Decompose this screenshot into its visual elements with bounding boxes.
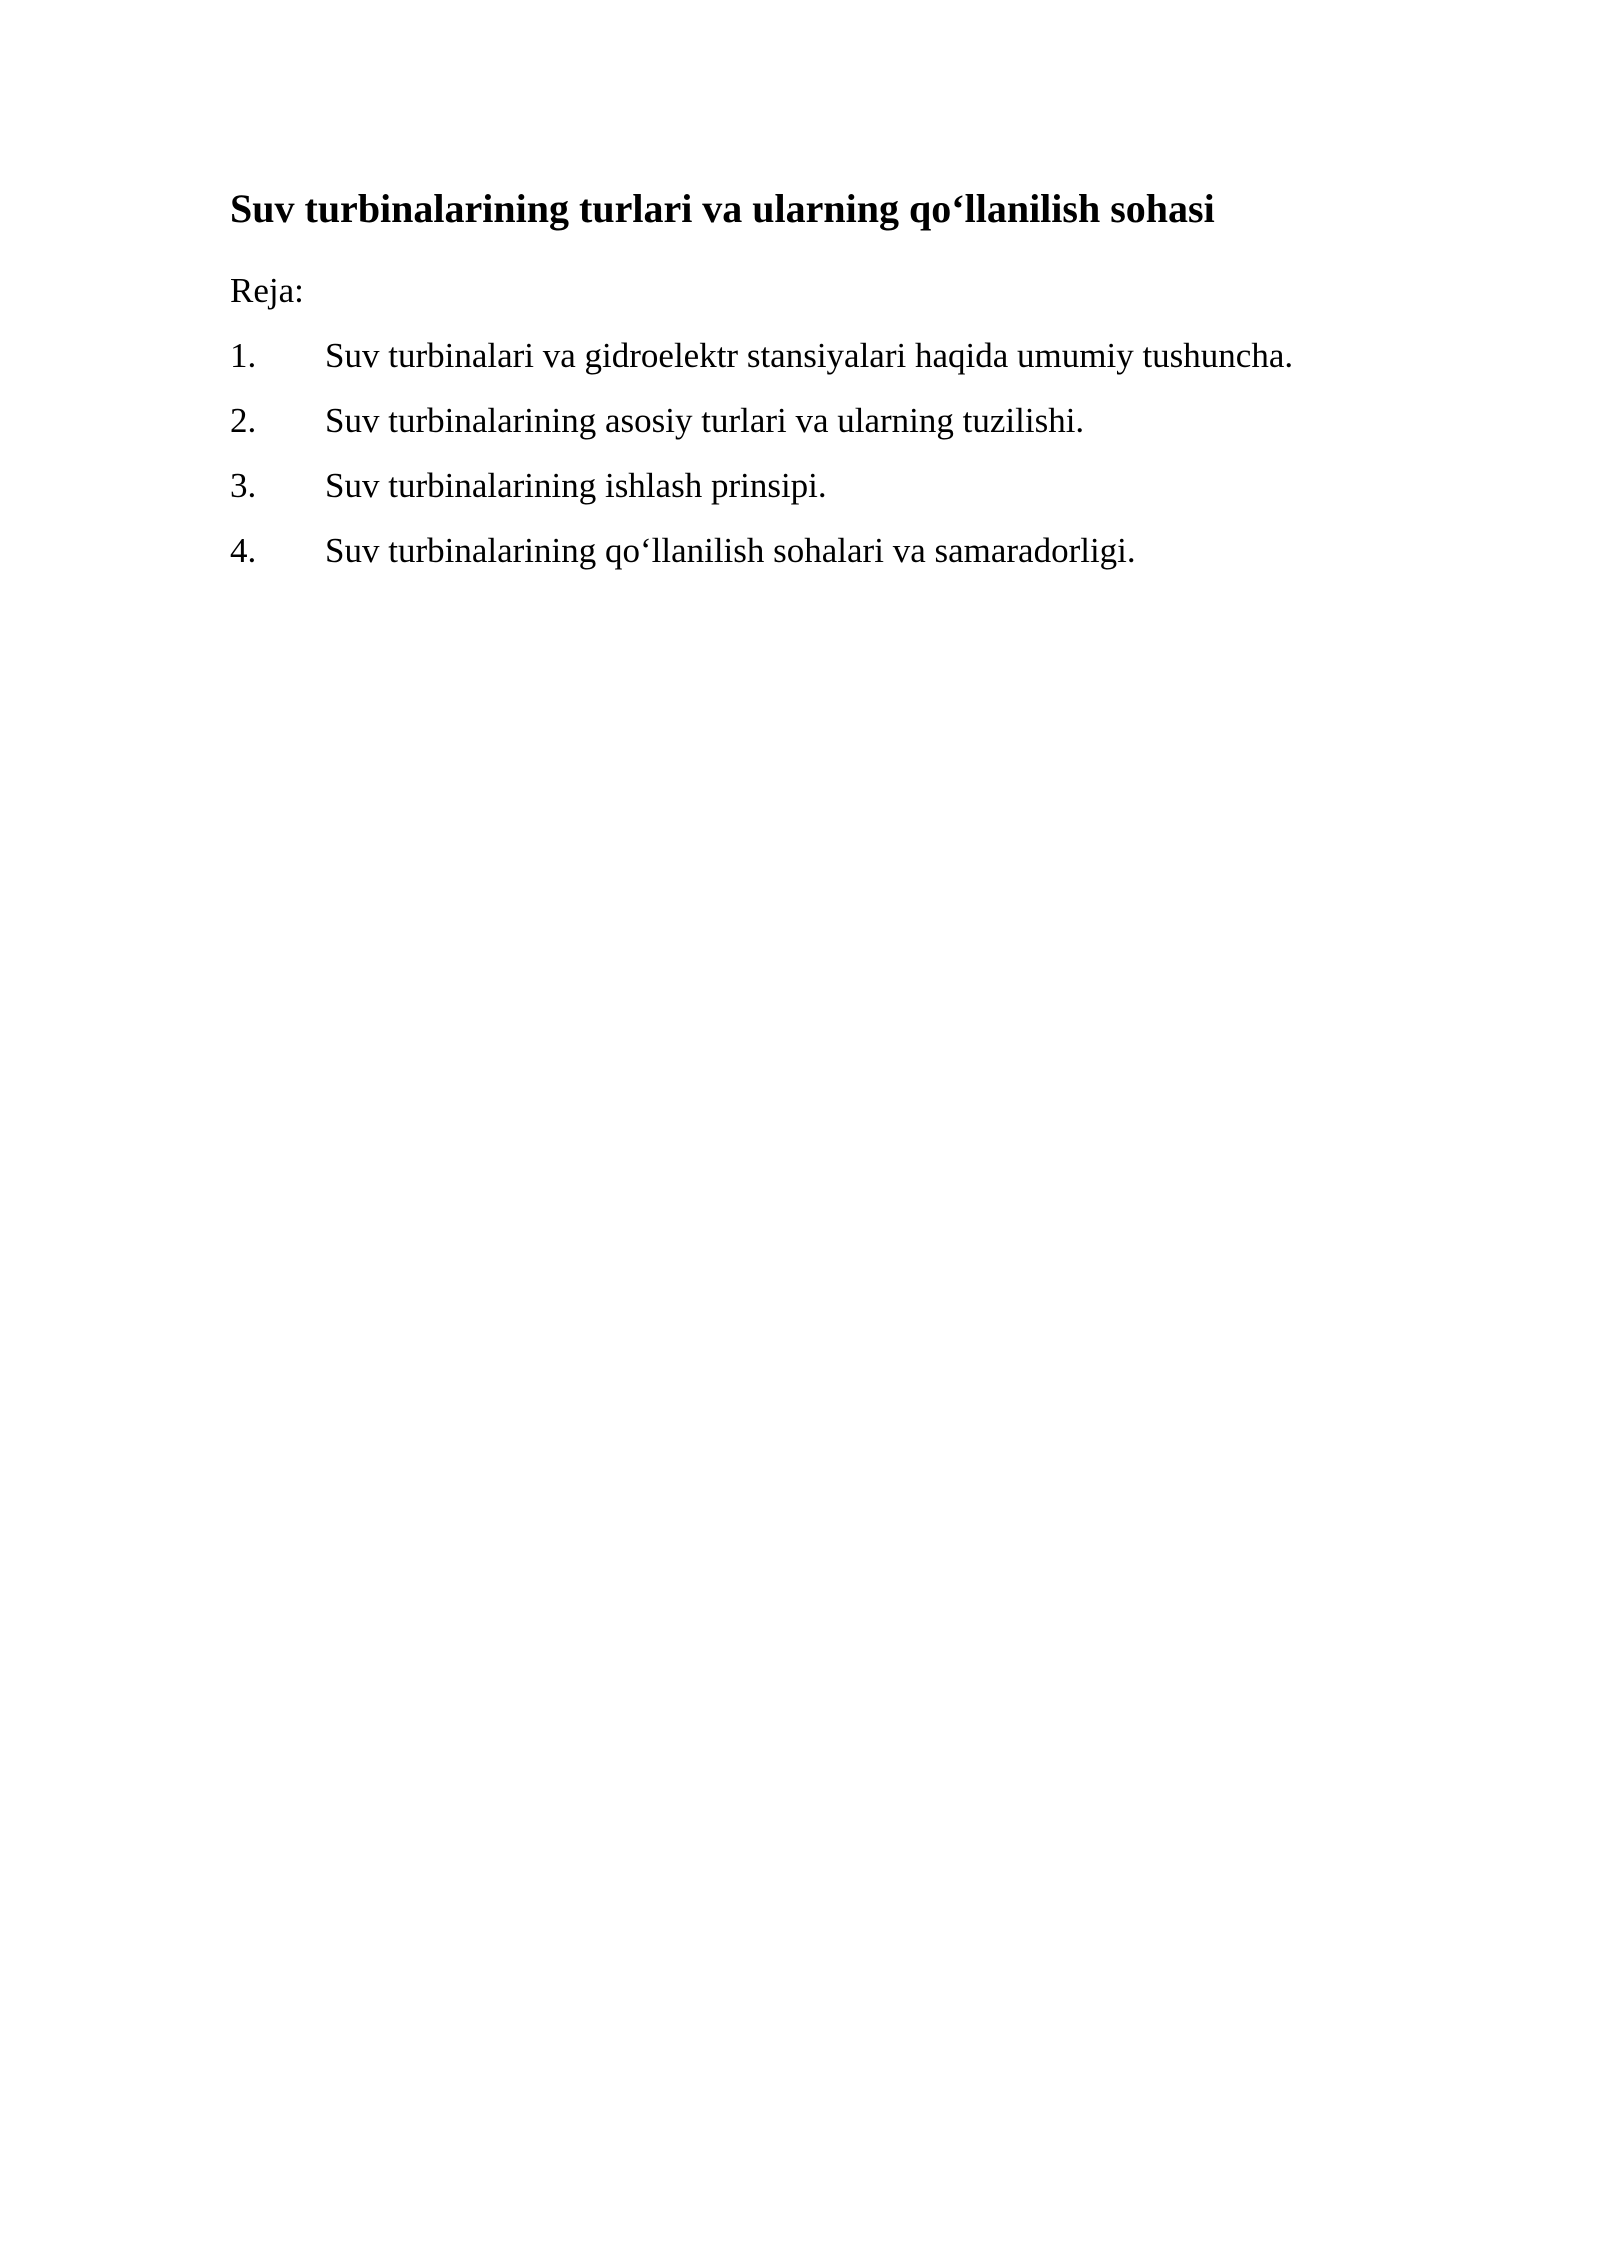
document-title: Suv turbinalarining turlari va ularning qo‘llanilish sohasi xyxy=(230,186,1215,231)
plan-item-number: 4. xyxy=(230,531,257,570)
plan-item-number: 3. xyxy=(230,466,257,505)
plan-item xyxy=(230,525,1293,590)
plan-item-text: Suv turbinalarining asosiy turlari va ularning tuzilishi. xyxy=(325,401,1085,440)
plan-item-number: 2. xyxy=(230,401,257,440)
plan-item xyxy=(230,330,1293,395)
plan-item-text: Suv turbinalarining ishlash prinsipi. xyxy=(325,466,827,505)
plan-list xyxy=(230,330,1293,590)
plan-label: Reja: xyxy=(230,271,304,310)
plan-item xyxy=(230,395,1293,460)
plan-item-text: Suv turbinalarining qo‘llanilish sohalari va samaradorligi. xyxy=(325,531,1136,570)
plan-item-number: 1. xyxy=(230,336,257,375)
plan-item-text: Suv turbinalari va gidroelektr stansiyalari haqida umumiy tushuncha. xyxy=(325,336,1294,375)
plan-item xyxy=(230,460,1293,525)
